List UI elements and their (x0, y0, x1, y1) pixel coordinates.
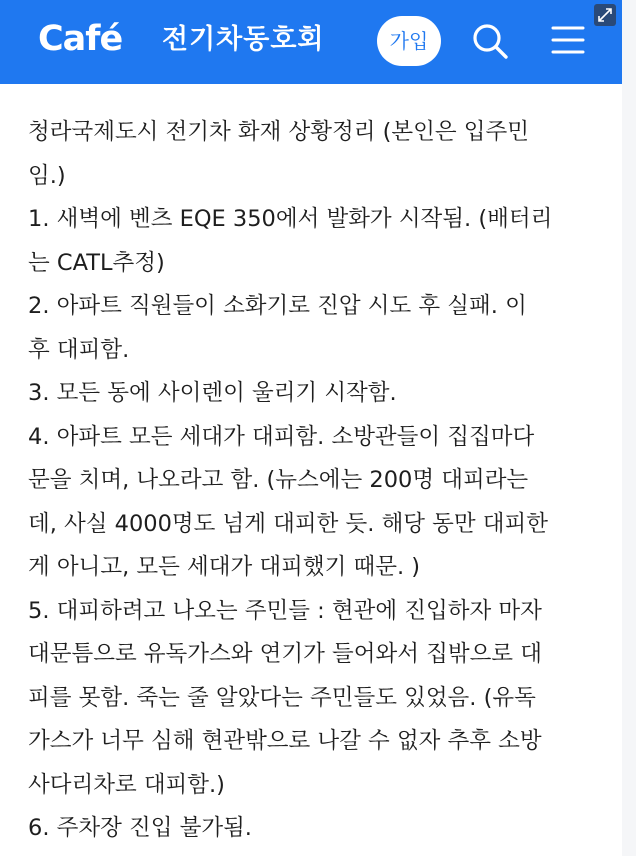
post-line: 5. 대피하려고 나오는 주민들 : 현관에 진입하자 마자 (28, 597, 542, 624)
post-line: 3. 모든 동에 사이렌이 울리기 시작함. (28, 380, 397, 406)
post-body (28, 111, 620, 851)
post-line: 사다리차로 대피함.) (28, 771, 225, 798)
post-line: 1. 새벽에 벤츠 EQE 350에서 발화가 시작됨. (배터리 (28, 206, 553, 232)
hamburger-menu-icon[interactable] (550, 24, 586, 56)
join-button[interactable]: 가입 (377, 16, 441, 66)
expand-icon[interactable] (594, 4, 616, 26)
scroll-gutter (622, 0, 636, 856)
cafe-logo[interactable]: Café (38, 19, 123, 59)
post-line: 문을 치며, 나오라고 함. (뉴스에는 200명 대피라는 (28, 467, 529, 493)
post-line: 피를 못함. 죽는 줄 알았다는 주민들도 있었음. (유독 (28, 684, 536, 711)
post-line: 후 대피함. (28, 336, 130, 363)
search-icon[interactable] (471, 22, 509, 60)
post-line: 대문틈으로 유독가스와 연기가 들어와서 집밖으로 대 (28, 641, 542, 667)
post-line: 게 아니고, 모든 세대가 대피했기 때문. ) (28, 554, 421, 580)
post-line: 2. 아파트 직원들이 소화기로 진압 시도 후 실패. 이 (28, 293, 527, 319)
post-line: 청라국제도시 전기차 화재 상황정리 (본인은 입주민 (28, 119, 529, 145)
post-line: 데, 사실 4000명도 넘게 대피한 듯. 해당 동만 대피한 (28, 510, 549, 537)
post-line: 가스가 너무 심해 현관밖으로 나갈 수 없자 추후 소방 (28, 728, 542, 754)
post-line: 4. 아파트 모든 세대가 대피함. 소방관들이 집집마다 (28, 423, 535, 450)
post-line: 는 CATL추정) (28, 249, 165, 276)
cafe-name-title[interactable]: 전기차동호회 (162, 24, 325, 55)
post-line: 임.) (28, 162, 66, 189)
post-line: 6. 주차장 진입 불가됨. (28, 815, 252, 841)
top-app-bar (0, 0, 622, 84)
